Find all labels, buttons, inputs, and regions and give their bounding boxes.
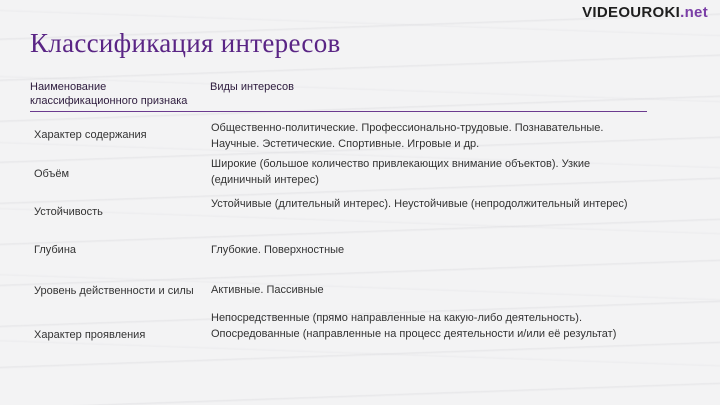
table-row bbox=[30, 238, 647, 262]
table-row bbox=[30, 118, 647, 154]
row-value: Активные. Пассивные bbox=[211, 284, 324, 296]
row-value: Устойчивые (длительный интерес). Неустойчивые (непродолжительный интерес) bbox=[211, 198, 628, 210]
table-row bbox=[30, 278, 647, 302]
row-value: Глубокие. Поверхностные bbox=[211, 244, 345, 256]
table-row bbox=[30, 156, 647, 192]
table-row bbox=[30, 196, 647, 232]
row-label: Глубина bbox=[34, 244, 77, 256]
row-value: Непосредственные (прямо направленные на какую-либо деятельность). Опосредованные (направленные на процесс деятельности и/или её результат) bbox=[211, 312, 617, 340]
header-criterion: Наименование классификационного признака bbox=[30, 81, 188, 107]
logo-domain: .net bbox=[680, 4, 708, 21]
row-label: Объём bbox=[34, 168, 70, 180]
page-title: Классификация интересов bbox=[30, 28, 341, 58]
row-label: Характер содержания bbox=[34, 129, 147, 141]
header-types: Виды интересов bbox=[210, 81, 294, 93]
row-label: Устойчивость bbox=[34, 206, 103, 218]
row-label: Характер проявления bbox=[34, 329, 146, 341]
row-value: Общественно-политические. Профессионально-трудовые. Познавательные. Научные. Эстетические. Спортивные. Игровые и др. bbox=[211, 122, 604, 150]
logo-text: VIDEOUROKI bbox=[582, 4, 681, 21]
videouroki-logo bbox=[582, 4, 708, 21]
table-row bbox=[30, 308, 647, 358]
row-value: Широкие (большое количество привлекающих внимание объектов). Узкие (единичный интерес) bbox=[211, 158, 591, 186]
row-label: Уровень действенности и силы bbox=[34, 285, 194, 297]
table-header bbox=[30, 80, 646, 112]
header-divider bbox=[30, 111, 647, 112]
